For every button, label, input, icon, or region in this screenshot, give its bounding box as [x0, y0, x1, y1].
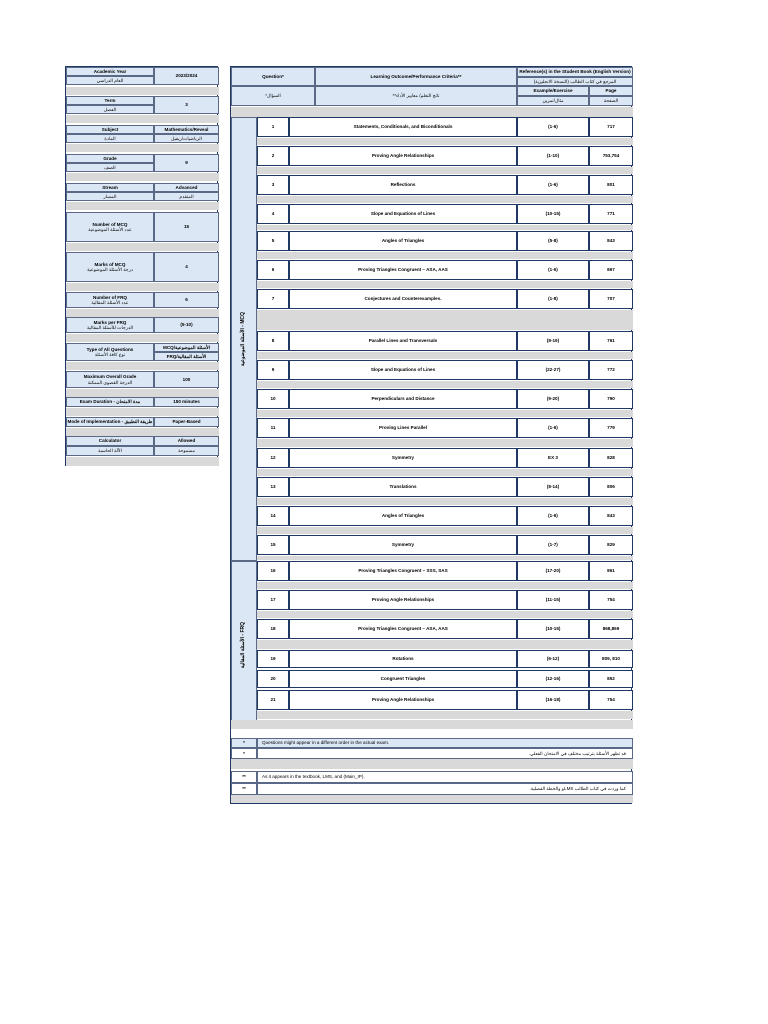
question-number: 20 — [257, 670, 289, 688]
question-example: (6-12) — [517, 650, 589, 668]
question-page: 771 — [589, 204, 633, 224]
question-number: 7 — [257, 289, 289, 309]
max-grade-label-cell — [66, 371, 154, 388]
frq-marks-value: (5-10) — [154, 317, 219, 333]
max-grade-label-ar: الدرجة القصوى الممكنة — [87, 379, 133, 385]
question-outcome: Slope and Equations of Lines — [289, 204, 517, 224]
question-page: 779 — [589, 418, 633, 438]
question-example: (1-6) — [517, 260, 589, 280]
spacer-row — [66, 202, 219, 210]
spacer-row — [66, 389, 219, 397]
calculator-value: Allowed — [154, 436, 219, 446]
spacer-row — [257, 469, 633, 476]
question-number: 2 — [257, 146, 289, 166]
question-outcome: Angles of Triangles — [289, 231, 517, 251]
question-outcome: Proving Angle Relationships — [289, 590, 517, 610]
academic-year-label: Academic Year — [66, 67, 154, 76]
mcq-count-label-cell — [66, 212, 154, 242]
types-label: Type of All Questions — [86, 346, 134, 352]
question-number: 17 — [257, 590, 289, 610]
question-outcome: Symmetry — [289, 535, 517, 555]
note-star-2: * — [231, 748, 257, 759]
spacer-row — [257, 281, 633, 288]
section-mcq — [231, 117, 257, 561]
spacer-row — [231, 720, 633, 729]
question-number: 8 — [257, 331, 289, 351]
spacer-row — [66, 457, 219, 466]
mcq-count-label-ar: عدد الأسئلة الموضوعية — [88, 227, 132, 232]
spacer-row — [257, 381, 633, 388]
spacer-row — [257, 138, 633, 145]
question-number: 9 — [257, 360, 289, 380]
question-example: (22-27) — [517, 360, 589, 380]
spacer-row — [257, 167, 633, 174]
spacer-row — [257, 196, 633, 203]
question-page: 772 — [589, 360, 633, 380]
question-page: 828 — [589, 448, 633, 468]
question-number: 11 — [257, 418, 289, 438]
max-grade-label: Maximum Overall Grade — [83, 374, 137, 380]
question-outcome: Conjectures and Counterexamples. — [289, 289, 517, 309]
question-number: 16 — [257, 561, 289, 581]
term-label: Term — [66, 96, 154, 105]
question-example: (1-10) — [517, 146, 589, 166]
question-number: 14 — [257, 506, 289, 526]
question-example: (8-19) — [517, 331, 589, 351]
mcq-marks-value: 4 — [154, 252, 219, 282]
academic-year-label-ar: العام الدراسي — [66, 76, 154, 85]
subject-value: Mathematics/Reveal — [154, 125, 219, 134]
question-outcome: Rotations — [289, 650, 517, 668]
question-example: (5-8) — [517, 231, 589, 251]
academic-year-value: 2023/2024 — [154, 67, 219, 85]
spacer-row — [257, 252, 633, 259]
question-example: (1-6) — [517, 175, 589, 195]
question-page: 843 — [589, 506, 633, 526]
max-grade-value: 100 — [154, 371, 219, 388]
question-number: 15 — [257, 535, 289, 555]
spacer-row — [257, 352, 633, 359]
question-number: 19 — [257, 650, 289, 668]
question-example: EX 3 — [517, 448, 589, 468]
frq-count-value: 6 — [154, 292, 219, 308]
term-value: 3 — [154, 96, 219, 114]
stream-value: Advanced — [154, 183, 219, 192]
stream-label-ar: المسار — [66, 192, 154, 201]
note-star-ar: قد تظهر الأسئلة بترتيب مختلف في الامتحان الفعلي. — [257, 748, 633, 759]
frq-marks-label-ar: الدرجات للأسئلة المقالية — [86, 325, 134, 330]
header-outcome: Learning Outcome/Performance Criteria** — [315, 67, 517, 86]
grade-label-ar: الصف — [66, 163, 154, 172]
question-outcome: Angles of Triangles — [289, 506, 517, 526]
question-outcome: Reflections — [289, 175, 517, 195]
spacer-row — [231, 107, 633, 117]
question-number: 3 — [257, 175, 289, 195]
question-page: 806 — [589, 477, 633, 497]
spacer-row — [66, 283, 219, 291]
question-number: 18 — [257, 619, 289, 639]
question-example: (10-15) — [517, 619, 589, 639]
question-example: (1-6) — [517, 506, 589, 526]
question-outcome: Translations — [289, 477, 517, 497]
question-page: 753,754 — [589, 146, 633, 166]
frq-count-label-ar: عدد الأسئلة المقالية — [91, 300, 129, 305]
header-question: Question* — [231, 67, 315, 86]
grade-label: Grade — [66, 154, 154, 163]
question-page: 809, 810 — [589, 650, 633, 668]
question-page: 754 — [589, 690, 633, 710]
spacer-row — [257, 556, 633, 560]
question-outcome: Slope and Equations of Lines — [289, 360, 517, 380]
question-outcome: Proving Angle Relationships — [289, 690, 517, 710]
spacer-row — [257, 611, 633, 618]
question-outcome: Parallel Lines and Transversals — [289, 331, 517, 351]
spacer-row — [257, 225, 633, 230]
subject-value-ar: الرياضيات/ريفيل — [154, 134, 219, 143]
mode-label: Mode of Implementation - طريقة التطبيق — [66, 417, 154, 427]
question-example: (1-6) — [517, 117, 589, 137]
stream-label: Stream — [66, 183, 154, 192]
mcq-marks-label-ar: درجة الأسئلة الموضوعية — [87, 267, 133, 272]
header-outcome-ar: ناتج التعلم/ معايير الأداء** — [315, 86, 517, 106]
note-dstar-en: As it appears in the textbook, LMS, and (Main_IP). — [257, 771, 633, 783]
spacer-row — [257, 640, 633, 649]
spacer-row — [66, 334, 219, 342]
question-example: (8-14) — [517, 477, 589, 497]
question-example: (12-16) — [517, 670, 589, 688]
question-page: 867 — [589, 260, 633, 280]
question-outcome: Proving Lines Parallel — [289, 418, 517, 438]
question-example: (9-20) — [517, 389, 589, 409]
question-example: (1-6) — [517, 418, 589, 438]
spacer-row — [231, 729, 633, 738]
header-reference-ar: المرجع في كتاب الطالب (النسخة الانجليزية) — [517, 77, 633, 86]
duration-value: 150 minutes — [154, 397, 219, 407]
calculator-value-ar: مسموحة — [154, 446, 219, 456]
header-example-ar: مثال/تمرين — [517, 96, 589, 106]
subject-label-ar: المادة — [66, 134, 154, 143]
question-number: 1 — [257, 117, 289, 137]
spacer-row — [66, 362, 219, 370]
section-mcq-label: الأسئلة الموضوعية - MCQ — [240, 311, 247, 367]
spacer-row — [66, 243, 219, 251]
note-dstar-ar: كما وردت في كتاب الطالب LMSو والخطة الفصلية. — [257, 783, 633, 795]
calculator-label-ar: الآلة الحاسبة — [66, 446, 154, 456]
question-example: (11-15) — [517, 590, 589, 610]
duration-label: Exam Duration - مدة الامتحان — [66, 397, 154, 407]
mcq-count-value: 15 — [154, 212, 219, 242]
header-example: Example/Exercise — [517, 86, 589, 96]
frq-marks-label-cell — [66, 317, 154, 333]
question-page: 861 — [589, 561, 633, 581]
question-page: 868,869 — [589, 619, 633, 639]
section-frq-label: الأسئلة المقالية - FRQ — [240, 621, 247, 669]
spacer-row — [231, 759, 633, 769]
calculator-label: Calculator — [66, 436, 154, 446]
spacer-row — [257, 310, 633, 330]
question-page: 829 — [589, 535, 633, 555]
question-outcome: Perpendiculars and Distance — [289, 389, 517, 409]
question-page: 761 — [589, 331, 633, 351]
mcq-count-label: Number of MCQ — [92, 221, 128, 227]
question-page: 754 — [589, 590, 633, 610]
question-example: (16-18) — [517, 690, 589, 710]
note-star-en: Questions might appear in a different order in the actual exam. — [257, 738, 633, 748]
header-question-ar: السؤال* — [231, 86, 315, 106]
question-outcome: Statements, Conditionals, and Biconditionals — [289, 117, 517, 137]
question-example: (10-15) — [517, 204, 589, 224]
frq-count-label: Number of FRQ — [93, 294, 127, 300]
stream-value-ar: المتقدم — [154, 192, 219, 201]
exam-info-table — [65, 66, 218, 466]
question-page: 790 — [589, 389, 633, 409]
spacer-row — [257, 498, 633, 505]
header-page-ar: الصفحة — [589, 96, 633, 106]
spacer-row — [257, 582, 633, 589]
spacer-row — [66, 428, 219, 436]
header-reference: Reference(s) in the Student Book (English Version) — [517, 67, 633, 77]
note-dstar: ** — [231, 771, 257, 783]
subject-label: Subject — [66, 125, 154, 134]
question-page: 717 — [589, 117, 633, 137]
question-outcome: Proving Triangles Congruent – ASA, AAS — [289, 260, 517, 280]
question-example: (1-7) — [517, 535, 589, 555]
spacer-row — [66, 87, 219, 95]
question-outcome: Proving Triangles Congruent – ASA, AAS — [289, 619, 517, 639]
question-outcome: Congruent Triangles — [289, 670, 517, 688]
spacer-row — [66, 115, 219, 123]
question-example: (17-20) — [517, 561, 589, 581]
term-label-ar: الفصل — [66, 105, 154, 114]
spacer-row — [257, 527, 633, 534]
types-label-cell — [66, 343, 154, 361]
question-outcome: Proving Triangles Congruent – SSS, SAS — [289, 561, 517, 581]
question-number: 6 — [257, 260, 289, 280]
types-label-ar: نوع كافة الأسئلة — [94, 352, 126, 357]
question-number: 12 — [257, 448, 289, 468]
spacer-row — [66, 173, 219, 181]
question-outcome: Proving Angle Relationships — [289, 146, 517, 166]
question-page: 852 — [589, 670, 633, 688]
question-number: 5 — [257, 231, 289, 251]
mcq-marks-label-cell — [66, 252, 154, 282]
question-outcome: Symmetry — [289, 448, 517, 468]
spacer-row — [257, 439, 633, 447]
spacer-row — [257, 410, 633, 417]
spacer-row — [257, 711, 633, 719]
frq-marks-label: Marks per FRQ — [93, 319, 127, 325]
question-page: 801 — [589, 175, 633, 195]
question-number: 13 — [257, 477, 289, 497]
spacer-row — [66, 408, 219, 416]
note-dstar-2: ** — [231, 783, 257, 795]
header-page: Page — [589, 86, 633, 96]
question-example: (1-8) — [517, 289, 589, 309]
question-number: 10 — [257, 389, 289, 409]
types-value-frq: الأسئلة المقالية/FRQ — [154, 352, 219, 361]
mode-value: Paper-Based — [154, 417, 219, 427]
question-number: 4 — [257, 204, 289, 224]
question-page: 843 — [589, 231, 633, 251]
note-star: * — [231, 738, 257, 748]
spacer-row — [66, 309, 219, 317]
exam-coverage-table — [230, 66, 632, 804]
section-frq — [231, 561, 257, 729]
question-page: 707 — [589, 289, 633, 309]
grade-value: 9 — [154, 154, 219, 172]
frq-count-label-cell — [66, 292, 154, 308]
spacer-row — [231, 795, 633, 803]
spacer-row — [66, 144, 219, 152]
types-value-mcq: الأسئلة الموضوعية/MCQ — [154, 343, 219, 352]
question-number: 21 — [257, 690, 289, 710]
mcq-marks-label: Marks of MCQ — [94, 261, 126, 267]
